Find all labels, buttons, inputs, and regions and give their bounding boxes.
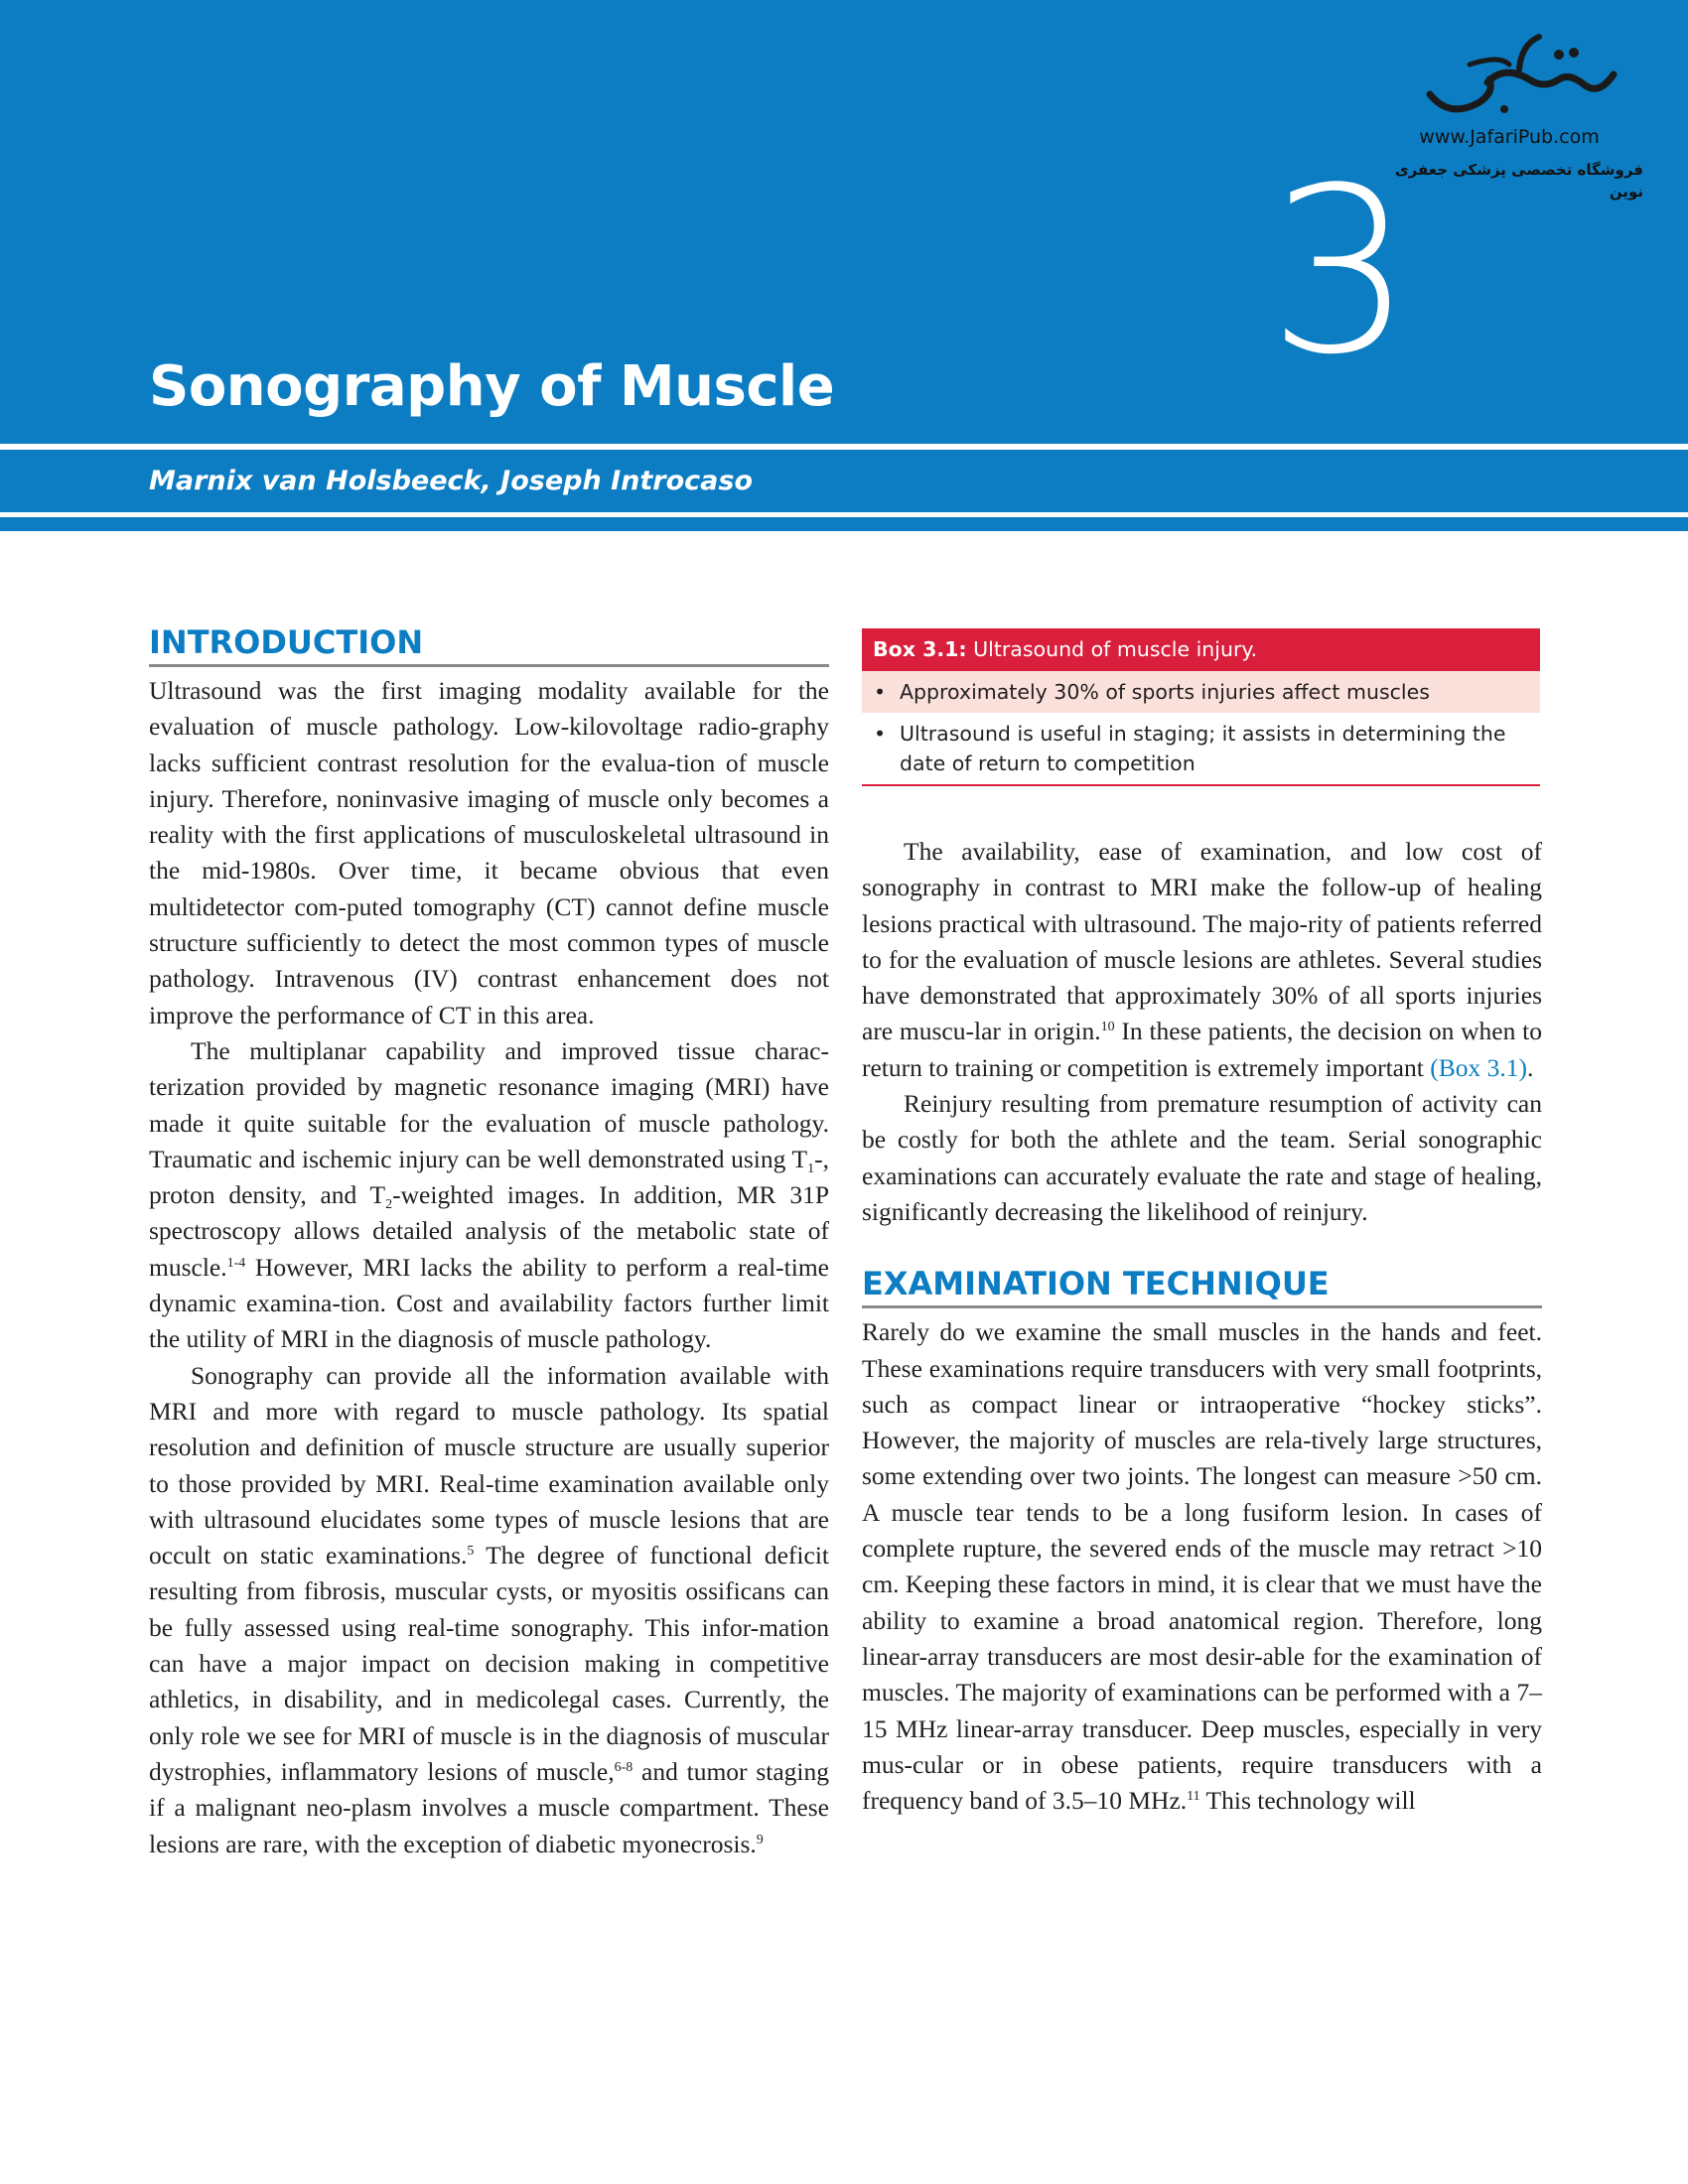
right-column — [862, 628, 1542, 1819]
publisher-url[interactable]: www.JafariPub.com — [1419, 126, 1600, 148]
header-base — [0, 517, 1688, 531]
bullet-icon: • — [874, 722, 887, 746]
citation-ref[interactable]: 11 — [1187, 1789, 1200, 1805]
intro-paragraph-2: The multiplanar capability and improved tissue charac-terization provided by magnetic resonance imaging (MRI) have made it quite suitable for the evaluation of muscle pathology. Traumatic and ischemic injury can be well demonstrated using $T_1-$, proton density, and $T_2$-weighted images. In addition, MR 31P spectroscopy allows detailed analysis of the metabolic state of muscle.$^{1-4}$ However, MRI lacks the ability to perform a real-time dynamic examina-tion. Cost and availability factors further limit the utility of MRI in the diagnosis of muscle pathology. — [149, 1035, 830, 1354]
left-column — [149, 620, 829, 1862]
chapter-authors: Marnix van Holsbeeck, Joseph Introcaso — [149, 466, 753, 496]
bullet-icon: • — [874, 680, 887, 704]
box-item: • Ultrasound is useful in staging; it assists in determining the date of return to competition — [862, 713, 1540, 784]
exam-paragraph-1: Rarely do we examine the small muscles in the hands and feet. These examinations require transducers with very small footprints, such as compact linear or intraoperative “hockey sticks”. However, the majority of muscles are rela-tively large structures, some extending over two joints. The longest can measure >50 cm. A muscle tear tends to be a long fusiform lesion. In cases of complete rupture, the severed ends of the muscle may retract >10 cm. Keeping these factors in mind, it is clear that we must have the ability to examine a broad anatomical region. Therefore, long linear-array transducers are most desir-able for the examination of muscles. The majority of examinations can be performed with a 7–15 MHz linear-array transducer. Deep muscles, especially in very mus-cular or in obese patients, require transducers with a frequency band of 3.5–10 MHz.$^{11}$ This technology will — [862, 1317, 1542, 1816]
examination-technique-heading: EXAMINATION TECHNIQUE — [862, 1262, 1542, 1308]
citation-ref[interactable]: 6-8 — [614, 1759, 633, 1775]
publisher-subtitle: فروشگاه تخصصی پزشکی جعفری نوین — [1394, 161, 1643, 201]
intro-paragraph-1: Ultrasound was the first imaging modality available for the evaluation of muscle pathology. Low-kilovoltage radio-graphy lacks sufficient contrast resolution for the evalua-tion of muscle injury. Therefore, noninvasive imaging of muscle only becomes a reality with the first applications of musculoskeletal ultrasound in the mid-1980s. Over time, it became obvious that even multidetector com-puted tomography (CT) cannot define muscle structure sufficiently to detect the most common types of muscle pathology. Intravenous (IV) contrast enhancement does not improve the performance of CT in this area. — [149, 676, 829, 1029]
jafari-logo-icon — [1410, 25, 1628, 124]
box-title: Box 3.1: Ultrasound of muscle injury. — [862, 628, 1540, 671]
box-reference-link[interactable]: (Box 3.1) — [1430, 1052, 1527, 1082]
citation-ref[interactable]: 1-4 — [226, 1255, 246, 1271]
citation-ref[interactable]: 10 — [1100, 1020, 1115, 1035]
introduction-heading: INTRODUCTION — [149, 620, 829, 667]
box-item: • Approximately 30% of sports injuries affect muscles — [862, 671, 1540, 713]
right-paragraph-1: The availability, ease of examination, and low cost of sonography in contrast to MRI make the follow-up of healing lesions practical with ultrasound. The majo-rity of patients referred to for the evaluation of muscle lesions are athletes. Several studies have demonstrated that approximately 30% of all sports injuries are muscu-lar in origin.$^{10}$ In these patients, the decision on when to return to training or competition is extremely important (Box 3.1). — [862, 837, 1542, 1082]
box-3-1 — [862, 628, 1540, 786]
citation-ref[interactable]: 9 — [756, 1832, 764, 1847]
chapter-number: 3 — [1267, 140, 1414, 405]
chapter-title: Sonography of Muscle — [149, 354, 835, 419]
right-paragraph-2: Reinjury resulting from premature resumption of activity can be costly for both the athlete and the team. Serial sonographic examinations can accurately evaluate the rate and stage of healing, significantly decreasing the likelihood of reinjury. — [862, 1089, 1542, 1226]
intro-paragraph-3: Sonography can provide all the information available with MRI and more with regard to muscle pathology. Its spatial resolution and definition of muscle structure are usually superior to those provided by MRI. Real-time examination available only with ultrasound elucidates some types of muscle lesions that are occult on static examinations.$^5$ The degree of functional deficit resulting from fibrosis, muscular cysts, or myositis ossificans can be fully assessed using real-time sonography. This infor-mation can have a major impact on decision making in competitive athletics, in disability, and in medicolegal cases. Currently, the only role we see for MRI of muscle is in the diagnosis of muscular dystrophies, inflammatory lesions of muscle,$^{6-8}$ and tumor staging if a malignant neo-plasm involves a muscle compartment. These lesions are rare, with the exception of diabetic myonecrosis.$^9$ — [149, 1360, 829, 1858]
citation-ref[interactable]: 5 — [467, 1544, 475, 1560]
